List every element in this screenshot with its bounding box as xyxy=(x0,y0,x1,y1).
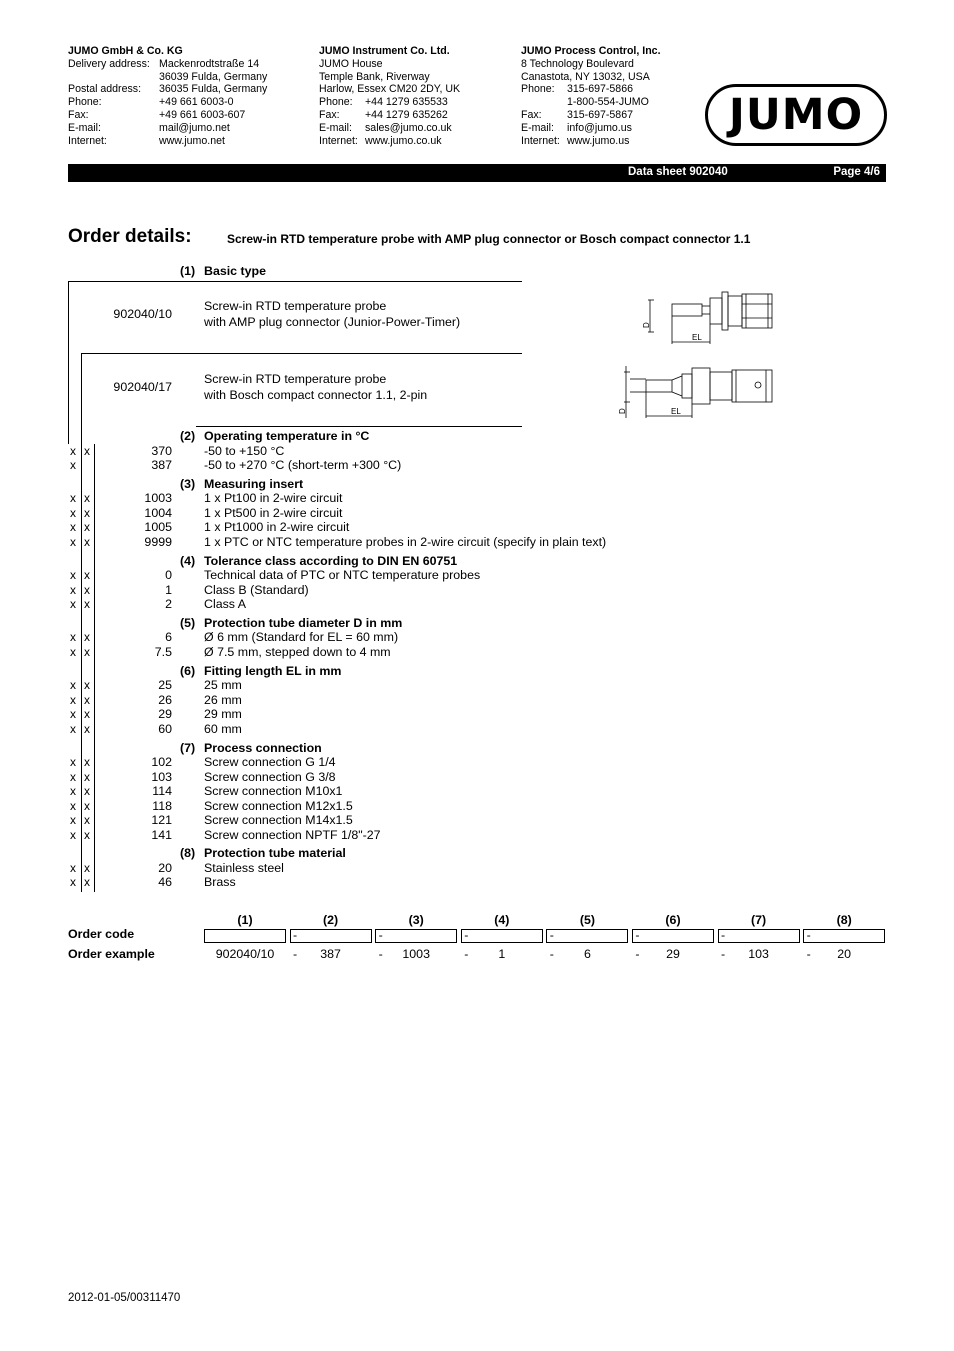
page-title: Order details: xyxy=(68,226,192,247)
option-mark-amp: x xyxy=(70,443,76,458)
option-mark-amp: x xyxy=(70,827,76,842)
section-heading: Protection tube diameter D in mm xyxy=(204,615,403,630)
section-num: (8) xyxy=(180,846,196,861)
address-label: E-mail: xyxy=(68,121,101,134)
address-value: 315-697-5867 xyxy=(567,108,633,121)
option-text: Screw connection G 3/8 xyxy=(204,769,336,784)
option-mark-bosch: x xyxy=(84,644,90,659)
option-text: 29 mm xyxy=(204,707,242,722)
basic-type-desc xyxy=(204,299,460,330)
option-mark-amp: x xyxy=(70,875,76,890)
option-mark-amp: x xyxy=(70,458,76,472)
diagram-label-d: D xyxy=(618,408,627,414)
option-text: Screw connection M12x1.5 xyxy=(204,798,353,813)
section-heading: Measuring insert xyxy=(204,476,304,491)
desc-line: with AMP plug connector (Junior-Power-Timer) xyxy=(204,315,461,329)
option-mark-amp: x xyxy=(70,630,76,645)
option-mark-amp: x xyxy=(70,721,76,736)
section-heading: Protection tube material xyxy=(204,846,346,861)
probe-drawing-amp xyxy=(640,286,780,348)
address-label: E-mail: xyxy=(521,121,554,134)
separator-dash: - xyxy=(806,947,811,961)
separator-dash: - xyxy=(464,928,469,942)
address-value: sales@jumo.co.uk xyxy=(365,121,452,134)
order-example-value: 387 xyxy=(320,947,341,961)
option-mark-amp: x xyxy=(70,582,76,597)
address-label: Phone: xyxy=(521,83,555,96)
separator-dash: - xyxy=(806,928,811,942)
option-text: Screw connection M10x1 xyxy=(204,784,343,798)
address-value: info@jumo.us xyxy=(567,121,632,134)
divider xyxy=(196,426,522,427)
option-mark-amp: x xyxy=(70,644,76,659)
option-text: Class B (Standard) xyxy=(204,582,309,597)
option-mark-bosch: x xyxy=(84,692,90,707)
option-text: 1 x Pt500 in 2-wire circuit xyxy=(204,505,343,520)
order-code-label: Order code xyxy=(68,927,135,941)
section-num: (1) xyxy=(180,264,196,278)
address-value: www.jumo.co.uk xyxy=(365,134,442,147)
option-code: 1004 xyxy=(144,505,172,520)
address-value: mail@jumo.net xyxy=(159,121,230,134)
logo-text: JUMO xyxy=(728,90,864,140)
option-mark-amp: x xyxy=(70,534,76,549)
order-code-field[interactable] xyxy=(632,929,714,943)
option-mark-amp: x xyxy=(70,692,76,707)
address-value: +49 661 6003-0 xyxy=(159,96,234,109)
order-code-field[interactable] xyxy=(204,929,286,943)
section-num: (2) xyxy=(180,429,196,443)
section-num: (4) xyxy=(180,553,196,568)
order-column-number: (1) xyxy=(237,913,253,927)
datasheet-number: Data sheet 902040 xyxy=(628,166,728,178)
option-text: Stainless steel xyxy=(204,860,284,875)
option-mark-amp: x xyxy=(70,784,76,798)
option-text: Class A xyxy=(204,597,247,612)
section-num: (7) xyxy=(180,740,196,755)
separator-dash: - xyxy=(549,928,554,942)
address-value: www.jumo.us xyxy=(567,134,630,147)
option-text: Brass xyxy=(204,875,236,890)
option-mark-bosch: x xyxy=(84,769,90,784)
option-mark-bosch: x xyxy=(84,707,90,722)
address-label xyxy=(68,71,159,84)
address-label: Internet: xyxy=(521,134,560,147)
order-code-field[interactable] xyxy=(718,929,800,943)
option-text: 60 mm xyxy=(204,721,242,736)
section-heading: Basic type xyxy=(204,264,266,278)
diagram-label-d: D xyxy=(642,322,651,328)
option-text: -50 to +150 °C xyxy=(204,443,285,458)
order-code-field[interactable] xyxy=(461,929,543,943)
order-column-number: (8) xyxy=(836,913,852,927)
order-column-number: (2) xyxy=(323,913,339,927)
order-column-number: (3) xyxy=(408,913,424,927)
separator-dash: - xyxy=(293,947,298,961)
address-value: Mackenrodtstraße 14 xyxy=(159,57,260,70)
option-text: -50 to +270 °C (short-term +300 °C) xyxy=(204,458,402,472)
order-example-value: 20 xyxy=(837,947,852,961)
address-jumo-usa xyxy=(521,45,661,147)
option-text: 26 mm xyxy=(204,692,242,707)
option-text: Ø 7.5 mm, stepped down to 4 mm xyxy=(204,644,391,659)
desc-line: Screw-in RTD temperature probe xyxy=(204,299,387,313)
page-subtitle: Screw-in RTD temperature probe with AMP plug connector or Bosch compact connector 1.1 xyxy=(227,232,751,246)
order-example-value: 6 xyxy=(583,947,591,961)
option-mark-amp: x xyxy=(70,860,76,875)
order-example-value: 902040/10 xyxy=(215,947,275,961)
address-value: 1-800-554-JUMO xyxy=(567,96,649,109)
order-code-field[interactable] xyxy=(546,929,628,943)
option-code: 29 xyxy=(158,707,172,722)
address-value: +44 1279 635262 xyxy=(365,108,448,121)
option-mark-bosch: x xyxy=(84,630,90,645)
section-num: (3) xyxy=(180,476,196,491)
address-label: Phone: xyxy=(68,96,102,109)
divider xyxy=(68,281,522,282)
address-value: +49 661 6003-607 xyxy=(159,108,246,121)
order-code-field[interactable] xyxy=(375,929,457,943)
option-mark-bosch: x xyxy=(84,443,90,458)
option-mark-bosch: x xyxy=(84,678,90,693)
order-column-number: (4) xyxy=(494,913,510,927)
address-label: Fax: xyxy=(521,108,542,121)
option-text: Screw connection NPTF 1/8"-27 xyxy=(204,827,381,842)
option-mark-bosch: x xyxy=(84,827,90,842)
option-text: 1 x Pt1000 in 2-wire circuit xyxy=(204,520,350,535)
order-column-number: (5) xyxy=(579,913,595,927)
option-code: 25 xyxy=(158,678,172,693)
section-num: (6) xyxy=(180,663,196,678)
address-value: www.jumo.net xyxy=(159,134,225,147)
section-heading: Operating temperature in °C xyxy=(204,429,370,443)
option-code: 9999 xyxy=(144,534,172,549)
address-label: Fax: xyxy=(319,108,340,121)
option-text: Ø 6 mm (Standard for EL = 60 mm) xyxy=(204,630,399,645)
option-mark-amp: x xyxy=(70,491,76,506)
address-label: Internet: xyxy=(68,134,107,147)
option-mark-amp: x xyxy=(70,707,76,722)
option-text: Screw connection G 1/4 xyxy=(204,755,336,769)
company-name: JUMO GmbH & Co. KG xyxy=(68,45,183,57)
separator-dash: - xyxy=(378,947,383,961)
option-code: 102 xyxy=(151,755,172,769)
order-column-number: (7) xyxy=(751,913,767,927)
option-mark-amp: x xyxy=(70,505,76,520)
order-example-value: 29 xyxy=(666,947,680,961)
address-value: Canastota, NY 13032, USA xyxy=(521,70,650,83)
option-code: 1005 xyxy=(144,520,172,535)
option-mark-bosch: x xyxy=(84,505,90,520)
option-text: Screw connection M14x1.5 xyxy=(204,813,353,827)
option-mark-amp: x xyxy=(70,678,76,693)
option-code: 121 xyxy=(151,813,172,827)
option-code: 60 xyxy=(158,721,172,736)
option-code: 20 xyxy=(158,860,172,875)
option-text: 25 mm xyxy=(204,678,242,693)
order-example-value: 1003 xyxy=(402,947,430,961)
divider xyxy=(81,353,522,354)
option-code: 6 xyxy=(165,630,172,645)
order-example-value: 1 xyxy=(498,947,506,961)
divider xyxy=(68,281,69,444)
address-jumo-uk xyxy=(319,45,460,147)
option-text: 1 x PTC or NTC temperature probes in 2-wire circuit (specify in plain text) xyxy=(204,534,607,549)
option-mark-bosch: x xyxy=(84,582,90,597)
option-mark-amp: x xyxy=(70,769,76,784)
section-heading: Fitting length EL in mm xyxy=(204,663,342,678)
option-mark-amp: x xyxy=(70,520,76,535)
diagram-label-el: EL xyxy=(692,333,702,342)
option-text: 1 x Pt100 in 2-wire circuit xyxy=(204,491,343,506)
option-mark-bosch: x xyxy=(84,813,90,827)
divider xyxy=(94,444,95,892)
section-num: (5) xyxy=(180,615,196,630)
company-name: JUMO Instrument Co. Ltd. xyxy=(319,45,450,57)
option-code: 0 xyxy=(165,568,172,583)
datasheet-bar xyxy=(68,164,886,182)
basic-type-code: 902040/17 xyxy=(113,380,172,394)
address-value: 8 Technology Boulevard xyxy=(521,57,634,70)
option-mark-amp: x xyxy=(70,568,76,583)
company-name: JUMO Process Control, Inc. xyxy=(521,45,661,57)
order-column-number: (6) xyxy=(665,913,681,927)
diagram-label-el: EL xyxy=(671,407,681,416)
page-number: Page 4/6 xyxy=(833,166,880,178)
separator-dash: - xyxy=(635,928,640,942)
option-mark-bosch: x xyxy=(84,784,90,798)
option-code: 7.5 xyxy=(154,644,172,659)
address-value: JUMO House xyxy=(319,57,383,70)
basic-type-desc xyxy=(204,372,427,403)
address-label: Delivery address: xyxy=(68,57,150,70)
option-mark-amp: x xyxy=(70,597,76,612)
address-value: Temple Bank, Riverway xyxy=(319,70,430,83)
option-mark-bosch: x xyxy=(84,860,90,875)
address-label: Phone: xyxy=(319,96,353,109)
option-code: 387 xyxy=(151,458,172,472)
section-heading: Tolerance class according to DIN EN 60751 xyxy=(204,553,458,568)
separator-dash: - xyxy=(293,928,298,942)
option-mark-amp: x xyxy=(70,813,76,827)
desc-line: with Bosch compact connector 1.1, 2-pin xyxy=(204,388,428,402)
probe-drawing-bosch xyxy=(616,358,780,424)
option-code: 118 xyxy=(152,798,172,813)
separator-dash: - xyxy=(378,928,383,942)
address-value: 315-697-5866 xyxy=(567,83,633,96)
address-label: Fax: xyxy=(68,108,89,121)
option-code: 103 xyxy=(151,769,172,784)
separator-dash: - xyxy=(549,947,554,961)
option-mark-bosch: x xyxy=(84,597,90,612)
address-value: +44 1279 635533 xyxy=(365,96,448,109)
document-id: 2012-01-05/00311470 xyxy=(68,1292,181,1304)
address-value: 36035 Fulda, Germany xyxy=(159,83,268,96)
separator-dash: - xyxy=(721,928,726,942)
address-value: 36039 Fulda, Germany xyxy=(159,70,268,83)
address-label: E-mail: xyxy=(319,121,352,134)
address-label xyxy=(521,96,567,109)
option-code: 2 xyxy=(165,597,172,612)
option-code: 141 xyxy=(151,827,172,842)
option-text: Technical data of PTC or NTC temperature probes xyxy=(204,568,481,583)
option-mark-bosch: x xyxy=(84,534,90,549)
divider xyxy=(81,353,82,444)
address-value: Harlow, Essex CM20 2DY, UK xyxy=(319,83,461,96)
option-code: 26 xyxy=(158,692,172,707)
order-code-field[interactable] xyxy=(290,929,372,943)
divider xyxy=(81,444,82,892)
option-mark-bosch: x xyxy=(84,721,90,736)
option-mark-amp: x xyxy=(70,798,76,813)
option-code: 370 xyxy=(151,443,172,458)
option-mark-bosch: x xyxy=(84,491,90,506)
option-code: 114 xyxy=(152,784,172,798)
address-jumo-germany xyxy=(68,45,267,147)
option-code: 1003 xyxy=(144,491,172,506)
basic-type-code: 902040/10 xyxy=(113,307,172,321)
order-example-label: Order example xyxy=(68,947,155,961)
option-mark-bosch: x xyxy=(84,520,90,535)
option-code: 1 xyxy=(165,582,172,597)
order-code-field[interactable] xyxy=(803,929,885,943)
option-code: 46 xyxy=(158,875,172,890)
option-mark-bosch: x xyxy=(84,755,90,769)
separator-dash: - xyxy=(464,947,469,961)
order-example-value: 103 xyxy=(748,947,769,961)
option-mark-bosch: x xyxy=(84,798,90,813)
address-label: Postal address: xyxy=(68,83,142,96)
separator-dash: - xyxy=(721,947,726,961)
jumo-logo xyxy=(705,84,887,146)
separator-dash: - xyxy=(635,947,640,961)
section-heading: Process connection xyxy=(204,740,322,755)
option-mark-bosch: x xyxy=(84,568,90,583)
option-mark-bosch: x xyxy=(84,875,90,890)
option-mark-amp: x xyxy=(70,755,76,769)
address-label: Internet: xyxy=(319,134,358,147)
desc-line: Screw-in RTD temperature probe xyxy=(204,372,387,386)
